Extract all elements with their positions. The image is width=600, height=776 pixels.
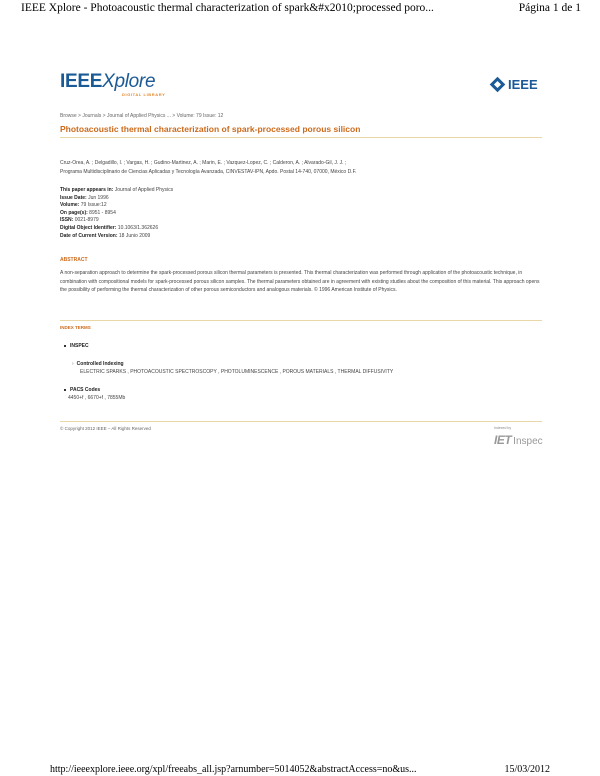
authors-list[interactable]: Cruz-Orea, A. ; Delgadillo, I. ; Vargas, H. ; Gudino-Martinez, A. ; Marin, E. ; Vazquez-Lopez, C. ; Calderon, A. ; Alvarado-Gil, J. J. ; bbox=[60, 160, 347, 166]
bullet-icon bbox=[64, 345, 66, 347]
bullet-icon bbox=[64, 389, 66, 391]
meta-row: Digital Object Identifier: 10.1063/1.362626 bbox=[60, 224, 159, 231]
pacs-codes: 4450+f , 6670+f , 7855Mb bbox=[68, 395, 126, 401]
publication-meta bbox=[60, 187, 173, 240]
meta-row: Issue Date: Jun 1996 bbox=[60, 194, 109, 201]
logo-subtitle: DIGITAL LIBRARY bbox=[122, 92, 166, 97]
pacs-toggle[interactable]: PACS Codes bbox=[64, 387, 100, 393]
meta-row: This paper appears in: Journal of Applied Physics bbox=[60, 187, 174, 193]
abstract-text: A non-separation approach to determine the spark-processed porous silicon thermal parameters is presented. This thermal characterization was performed through application of the photoacoustic technique, in combination with compositional models for spark-processed porous silicon samples. The thermal parameters obtained are in agreement with existing studies about the composition of this material. This approach opens the possibility of performing the thermal characterization of other porous semiconductors and analogous materials. © 1996 American Institute of Physics. bbox=[60, 270, 540, 294]
affiliation: Programa Multidisciplinario de Ciencias Aplicadas y Tecnología Avanzada, CINVESTAV-IPN, Apdo. Postal 14-740, 07000, México D.F. bbox=[60, 169, 357, 175]
print-footer-date: 15/03/2012 bbox=[504, 764, 550, 775]
print-header bbox=[21, 2, 581, 14]
meta-row: Volume: 79 Issue:12 bbox=[60, 202, 107, 209]
meta-row: On page(s): 8951 - 8954 bbox=[60, 209, 116, 216]
copyright: © Copyright 2012 IEEE – All Rights Reserved bbox=[60, 426, 151, 431]
meta-row: Date of Current Version: 18 Junio 2009 bbox=[60, 232, 151, 239]
doi-link[interactable]: 10.1063/1.362626 bbox=[117, 224, 159, 231]
ieee-logo-text: IEEE bbox=[508, 77, 538, 92]
abstract-divider bbox=[60, 320, 542, 321]
page-title: Photoacoustic thermal characterization of spark-processed porous silicon bbox=[60, 124, 361, 134]
print-header-page: Página 1 de 1 bbox=[518, 2, 581, 14]
print-footer-url: http://ieeexplore.ieee.org/xpl/freeabs_all.jsp?arnumber=5014052&abstractAccess=no&us... bbox=[50, 764, 417, 775]
ieee-diamond-icon bbox=[490, 77, 506, 93]
index-terms-heading: INDEX TERMS bbox=[60, 325, 91, 330]
controlled-indexing-label: › Controlled Indexing bbox=[72, 361, 124, 367]
ieee-xplore-logo[interactable] bbox=[60, 73, 165, 97]
controlled-terms[interactable]: ELECTRIC SPARKS , PHOTOACOUSTIC SPECTROSCOPY , PHOTOLUMINESCENCE , POROUS MATERIALS , THERMAL DIFFUSIVITY bbox=[80, 369, 394, 375]
journal-link[interactable]: Journal of Applied Physics bbox=[114, 187, 174, 193]
meta-row: ISSN: 0021-8979 bbox=[60, 217, 99, 224]
abstract-heading: ABSTRACT bbox=[60, 257, 88, 263]
logo-text: IEEEXplore bbox=[60, 71, 156, 92]
print-header-title: IEEE Xplore - Photoacoustic thermal characterization of spark&#x2010;processed poro... bbox=[21, 2, 434, 14]
iet-inspec-logo: Indexed by IET Inspec bbox=[494, 426, 543, 447]
breadcrumb[interactable]: Browse > Journals > Journal of Applied Physics ... > Volume: 79 Issue: 12 bbox=[60, 113, 224, 119]
title-divider bbox=[60, 137, 542, 138]
footer-divider bbox=[60, 421, 542, 422]
print-footer bbox=[50, 764, 550, 775]
inspec-toggle[interactable]: INSPEC bbox=[64, 343, 89, 349]
ieee-logo[interactable] bbox=[492, 77, 538, 92]
